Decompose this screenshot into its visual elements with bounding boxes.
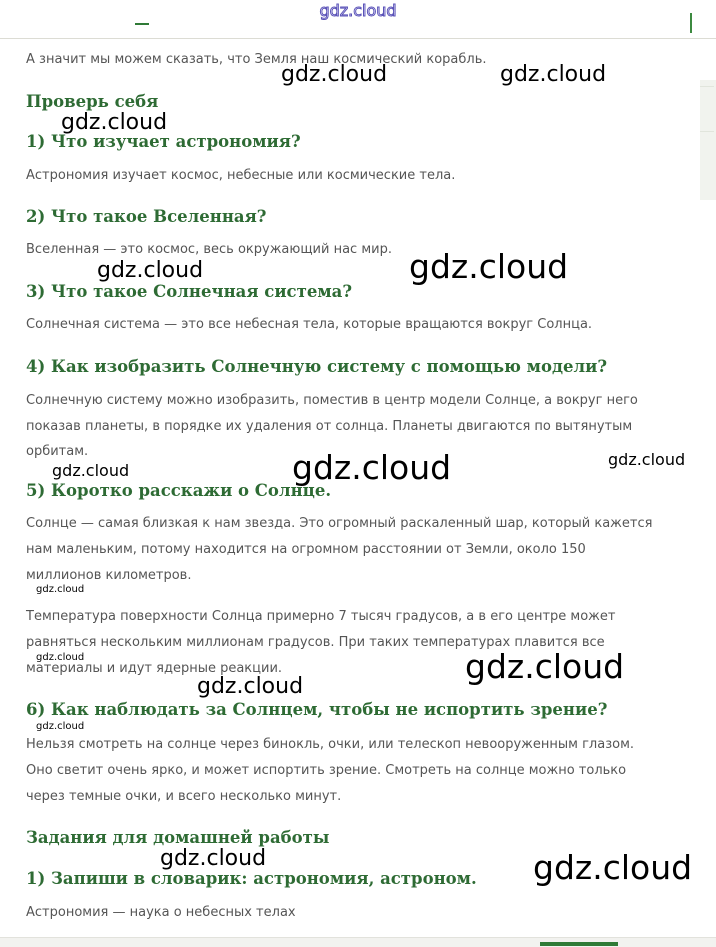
watermark: gdz.cloud: [36, 721, 85, 732]
answer-3: Солнечная система — это все небесная тела, которые вращаются вокруг Солнца.: [26, 317, 593, 332]
answer-5-line: миллионов километров.: [26, 568, 192, 583]
section-heading-check: Проверь себя: [26, 92, 159, 111]
answer-5-line: Температура поверхности Солнца примерно 7 тысяч градусов, а в его центре может: [26, 609, 616, 624]
watermark: gdz.cloud: [160, 846, 267, 871]
answer-5-line: материалы и идут ядерные реакции.: [26, 661, 283, 676]
answer-2: Вселенная — это космос, весь окружающий нас мир.: [26, 242, 392, 257]
watermark: gdz.cloud: [36, 584, 85, 595]
question-2: 2) Что такое Вселенная?: [26, 207, 267, 226]
answer-4-line: Солнечную систему можно изобразить, поместив в центр модели Солнце, а вокруг него: [26, 393, 638, 408]
homework-task-1: 1) Запиши в словарик: астрономия, астроном.: [26, 869, 477, 888]
answer-6-line: через темные очки, и всего несколько минут.: [26, 789, 342, 804]
watermark: gdz.cloud: [97, 258, 204, 283]
answer-4-line: орбитам.: [26, 444, 89, 459]
answer-4-line: показав планеты, в порядке их удаления от солнца. Планеты двигаются по вытянутым: [26, 419, 633, 434]
question-4: 4) Как изобразить Солнечную систему с помощью модели?: [26, 357, 608, 376]
section-heading-homework: Задания для домашней работы: [26, 828, 330, 847]
answer-5-line: равняться нескольким миллионам градусов. При таких температурах плавится все: [26, 635, 605, 650]
watermark: gdz.cloud: [197, 674, 304, 699]
question-6: 6) Как наблюдать за Солнцем, чтобы не испортить зрение?: [26, 700, 608, 719]
homework-answer-1: Астрономия — наука о небесных телах: [26, 905, 296, 920]
watermark: gdz.cloud: [61, 110, 168, 135]
watermark: gdz.cloud: [292, 448, 452, 487]
bottom-tab-indicator[interactable]: [540, 942, 618, 946]
question-5: 5) Коротко расскажи о Солнце.: [26, 481, 332, 500]
watermark: gdz.cloud: [608, 450, 686, 469]
watermark: gdz.cloud: [281, 62, 388, 87]
watermark: gdz.cloud: [409, 247, 569, 286]
answer-5-line: нам маленьким, потому находится на огромном расстоянии от Земли, около 150: [26, 542, 586, 557]
site-logo[interactable]: gdz.cloud: [319, 1, 397, 20]
intro-text: А значит мы можем сказать, что Земля наш космический корабль.: [26, 52, 487, 67]
answer-5-line: Солнце — самая близкая к нам звезда. Это огромный раскаленный шар, который кажется: [26, 516, 653, 531]
watermark: gdz.cloud: [500, 62, 607, 87]
watermark: gdz.cloud: [465, 647, 625, 686]
watermark: gdz.cloud: [533, 848, 693, 887]
answer-6-line: Оно светит очень ярко, и может испортить зрение. Смотреть на солнце можно только: [26, 763, 627, 778]
watermark: gdz.cloud: [36, 652, 85, 663]
answer-1: Астрономия изучает космос, небесные или космические тела.: [26, 168, 456, 183]
question-1: 1) Что изучает астрономия?: [26, 132, 301, 151]
answer-6-line: Нельзя смотреть на солнце через бинокль, очки, или телескоп невооруженным глазом.: [26, 737, 635, 752]
question-3: 3) Что такое Солнечная система?: [26, 282, 353, 301]
watermark: gdz.cloud: [52, 461, 130, 480]
